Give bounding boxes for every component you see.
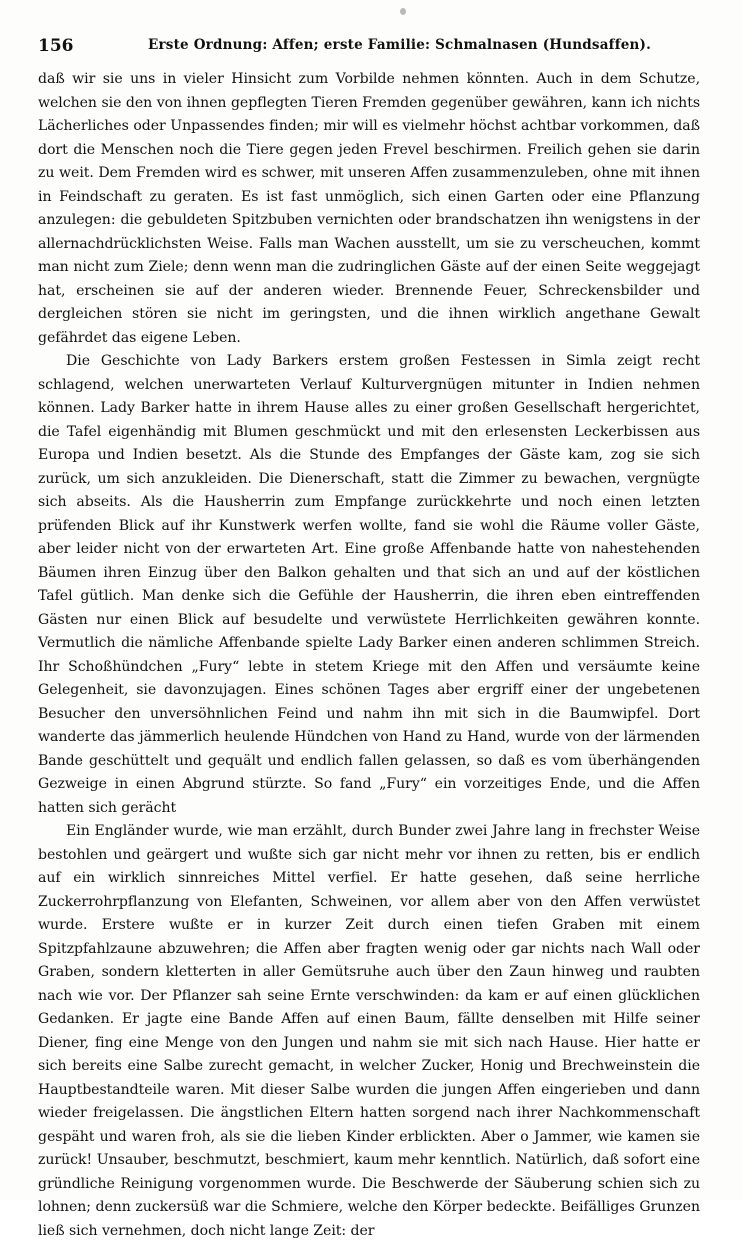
paragraph-lady-barker: Die Geschichte von Lady Barkers erstem großen Festessen in Simla zeigt recht schlagend, welchen unerwarteten Verlauf Kulturvergnügen mitunter in Indien nehmen können. Lady Barker hatte in ihrem Hause alles zu einer großen Gesellschaft hergerichtet, die Tafel eigenhändig mit Blumen geschmückt und mit den erlesensten Leckerbissen aus Europa und Indien besetzt. Als die Stunde des Empfanges der Gäste kam, zog sie sich zurück, um sich anzukleiden. Die Dienerschaft, statt die Zimmer zu bewachen, vergnügte sich abseits. Als die Hausherrin zum Empfange zurückkehrte und noch einen letzten prüfenden Blick auf ihr Kunstwerk werfen wollte, fand sie wohl die Räume voller Gäste, aber leider nicht von der erwarteten Art. Eine große Affenbande hatte von nahestehenden Bäumen ihren Einzug über den Balkon gehalten und that sich an und auf der köstlichen Tafel gütlich. Man denke sich die Gefühle der Hausherrin, die ihren eben eintreffenden Gästen nur einen Blick auf besudelte und verwüstete Herrlichkeiten gewähren konnte. Vermutlich die nämliche Affenbande spielte Lady Barker einen anderen schlimmen Streich. Ihr Schoßhündchen „Fury“ lebte in stetem Kriege mit den Affen und versäumte keine Gelegenheit, sie davonzujagen. Eines schönen Tages aber ergriff einer der ungebetenen Besucher den unversöhnlichen Feind und nahm ihn mit sich in die Baumwipfel. Dort wanderte das jämmerlich heulende Hündchen von Hand zu Hand, wurde von der lärmenden Bande geschüttelt und gequält und endlich fallen gelassen, so daß es vom überhängenden Gezweige in einen Abgrund stürzte. So fand „Fury“ ein vorzeitiges Ende, und die Affen hatten sich gerächt [38, 353, 700, 816]
running-title: Erste Ordnung: Affen; erste Familie: Schmalnasen (Hundsaffen). [148, 37, 651, 53]
paragraph-englishman: Ein Engländer wurde, wie man erzählt, durch Bunder zwei Jahre lang in frechster Weise bestohlen und geärgert und wußte sich gar nicht mehr vor ihnen zu retten, bis er endlich auf ein wirklich sinnreiches Mittel verfiel. Er hatte gesehen, daß seine herrliche Zuckerrohrpflanzung von Elefanten, Schweinen, vor allem aber von den Affen verwüstet wurde. Erstere wußte er in kurzer Zeit durch einen tiefen Graben mit einem Spitzpfahlzaune abzuwehren; die Affen aber fragten wenig oder gar nichts nach Wall oder Graben, sondern kletterten in aller Gemütsruhe auch über den Zaun hinweg und raubten nach wie vor. Der Pflanzer sah seine Ernte verschwinden: da kam er auf einen glücklichen Gedanken. Er jagte eine Bande Affen auf einen Baum, fällte denselben mit Hilfe seiner Diener, fing eine Menge von den Jungen und nahm sie mit sich nach Hause. Hier hatte er sich bereits eine Salbe zurecht gemacht, in welcher Zucker, Honig und Brechweinstein die Hauptbestandteile waren. Mit dieser Salbe wurden die jungen Affen eingerieben und dann wieder freigelassen. Die ängstlichen Eltern hatten sorgend nach ihrer Nachkommenschaft gespäht und waren froh, als sie die lieben Kinder erblickten. Aber o Jammer, wie kamen sie zurück! Unsauber, beschmutzt, beschmiert, kaum mehr kenntlich. Natürlich, daß sofort eine gründliche Reinigung vorgenommen wurde. Die Beschwerde der Säuberung schien sich zu lohnen; denn zuckersüß war die Schmiere, welche den Körper bedeckte. Beifälliges Grunzen ließ sich vernehmen, doch nicht lange Zeit: der [38, 823, 700, 1239]
body-text [38, 68, 700, 1243]
ink-speck [400, 8, 406, 15]
page-number: 156 [38, 36, 74, 56]
paragraph-continuation: daß wir sie uns in vieler Hinsicht zum Vorbilde nehmen könnten. Auch in dem Schutze, welchen sie den von ihnen gepflegten Tieren Fremden gegenüber gewähren, kann ich nichts Lächerliches oder Unpassendes finden; mir will es vielmehr höchst achtbar vorkommen, daß dort die Menschen noch die Tiere gegen jeden Frevel beschirmen. Freilich gehen sie darin zu weit. Dem Fremden wird es schwer, mit unseren Affen zusammenzuleben, ohne mit ihnen in Feindschaft zu geraten. Es ist fast unmöglich, sich einen Garten oder eine Pflanzung anzulegen: die gebuldeten Spitzbuben vernichten oder brandschatzen ihn wenigstens in der allernachdrücklichsten Weise. Falls man Wachen ausstellt, um sie zu verscheuchen, kommt man nicht zum Ziele; denn wenn man die zudringlichen Gäste auf der einen Seite weggejagt hat, erscheinen sie auf der anderen wieder. Brennende Feuer, Schreckensbilder und dergleichen stören sie nicht im geringsten, und die ihnen wirklich angethane Gewalt gefährdet das eigene Leben. [38, 71, 700, 346]
running-head [38, 36, 702, 56]
